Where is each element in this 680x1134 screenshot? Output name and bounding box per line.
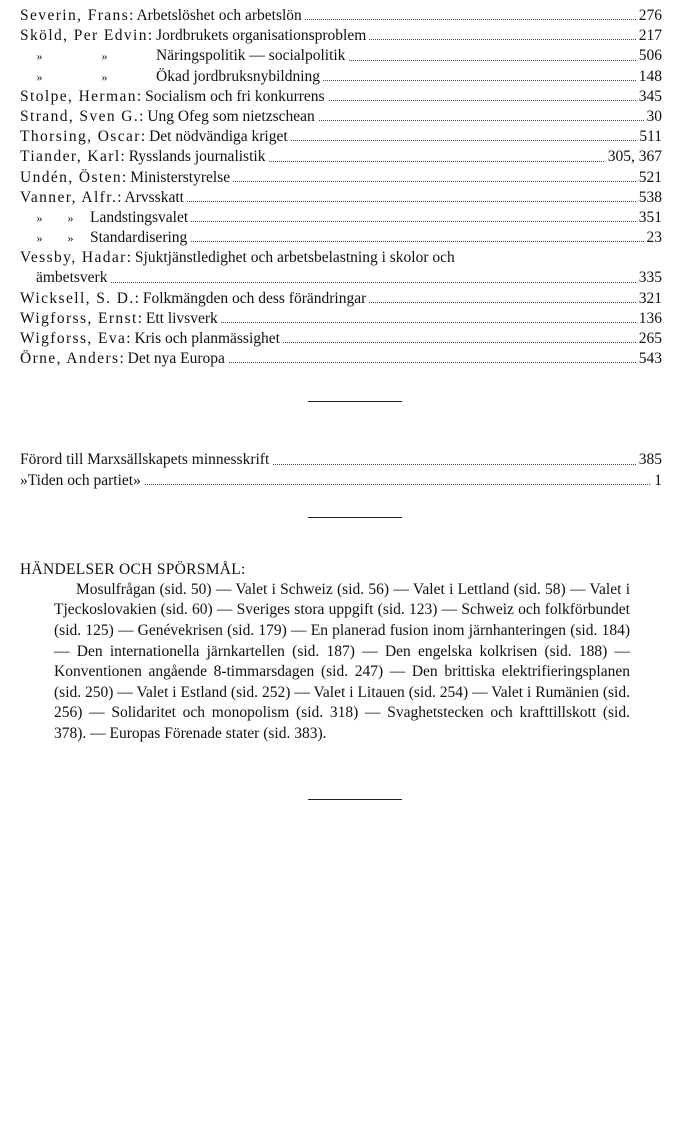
ditto-mark: » bbox=[36, 210, 43, 225]
entry-title: Ung Ofeg som nietzschean bbox=[147, 107, 315, 125]
entry-page: 521 bbox=[636, 168, 662, 188]
entry-title: Ökad jordbruksnybildning bbox=[156, 67, 321, 85]
ditto-mark: » bbox=[101, 49, 108, 64]
entry-author: Tiander, Karl bbox=[20, 148, 121, 166]
entry-page: 506 bbox=[636, 46, 662, 66]
entry-author: Wigforss, Ernst bbox=[20, 309, 138, 327]
ditto-mark: » bbox=[67, 210, 74, 225]
author-index bbox=[20, 6, 662, 369]
index-entry: Vanner, Alfr.: Arvsskatt 538 bbox=[20, 188, 662, 208]
entry-author: Undén, Östen bbox=[20, 168, 123, 186]
entry-page: 335 bbox=[636, 268, 662, 288]
index-entry bbox=[20, 450, 662, 470]
index-entry bbox=[20, 228, 662, 248]
section-paragraph: Mosulfrågan (sid. 50) — Valet i Schweiz (sid. 56) — Valet i Lettland (sid. 58) — Valet i Tjeckoslovakien (sid. 60) — Sveriges stora uppgift (sid. 123) — Schweiz och folkförbundet (sid. 125) — Genévekrisen (sid. 179) — En planerad fusion inom järnhanteringen (sid. 184) — Den internationella järnkartellen (sid. 187) — Den engelska kolkrisen (sid. 188) — Konventionen angående 8-timmarsdagen (sid. 247) — Den brittiska elektrifieringsplanen (sid. 250) — Valet i Estland (sid. 252) — Valet i Litauen (sid. 254) — Valet i Rumänien (sid. 256) — Solidaritet och monopolism (sid. 318) — Svaghetstecken och krafttillskott (sid. 378). — Europas Förenade stater (sid. 383). bbox=[54, 580, 630, 742]
entry-page: 305, 367 bbox=[605, 147, 662, 167]
index-entry bbox=[20, 46, 662, 66]
entry-page: 30 bbox=[644, 107, 663, 127]
entry-page: 136 bbox=[636, 309, 662, 329]
ditto-mark: » bbox=[101, 69, 108, 84]
entry-title: Ministerstyrelse bbox=[130, 168, 231, 186]
ditto-mark: » bbox=[67, 231, 74, 246]
entry-page: 385 bbox=[636, 450, 662, 470]
misc-index bbox=[20, 450, 662, 490]
entry-title: Standardisering bbox=[90, 229, 188, 247]
index-entry: Örne, Anders: Det nya Europa 543 bbox=[20, 349, 662, 369]
index-entry: Wigforss, Ernst: Ett livsverk 136 bbox=[20, 309, 662, 329]
entry-page: 1 bbox=[651, 471, 662, 491]
index-entry-wrapped: Vessby, Hadar: Sjuktjänstledighet och arbetsbelastning i skolor och bbox=[20, 249, 455, 267]
index-entry bbox=[20, 471, 662, 491]
index-entry: Thorsing, Oscar: Det nödvändiga kriget 511 bbox=[20, 127, 662, 147]
entry-title: Kris och planmässighet bbox=[134, 330, 280, 347]
entry-title: Socialism och fri konkurrens bbox=[145, 87, 325, 105]
entry-title: Arvsskatt bbox=[124, 188, 184, 206]
index-entry bbox=[20, 208, 662, 228]
entry-author: Vessby, Hadar bbox=[20, 249, 127, 267]
entry-title: Rysslands journalistik bbox=[128, 148, 266, 166]
index-entry: Strand, Sven G.: Ung Ofeg som nietzschean 30 bbox=[20, 107, 662, 127]
section-divider bbox=[308, 401, 402, 402]
events-section bbox=[20, 560, 662, 745]
entry-page: 217 bbox=[636, 26, 662, 46]
entry-title: »Tiden och partiet» bbox=[20, 471, 141, 489]
entry-title: Ett livsverk bbox=[145, 309, 218, 327]
entry-author: Sköld, Per Edvin bbox=[20, 27, 148, 45]
entry-title: Jordbrukets organisationsproblem bbox=[156, 27, 367, 45]
entry-page: 148 bbox=[636, 67, 662, 87]
entry-author: Vanner, Alfr. bbox=[20, 188, 118, 206]
index-entry: Undén, Östen: Ministerstyrelse 521 bbox=[20, 168, 662, 188]
entry-page: 543 bbox=[636, 349, 662, 369]
entry-page: 351 bbox=[636, 208, 662, 228]
entry-title: Näringspolitik — socialpolitik bbox=[156, 47, 346, 65]
index-entry-continuation bbox=[20, 268, 662, 288]
entry-author: Örne, Anders bbox=[20, 350, 120, 368]
entry-page: 511 bbox=[636, 127, 662, 147]
section-divider bbox=[308, 799, 402, 800]
entry-title: Sjuktjänstledighet och arbetsbelastning i skolor och bbox=[134, 249, 455, 267]
entry-page: 23 bbox=[644, 228, 663, 248]
entry-title: Arbetslöshet och arbetslön bbox=[136, 7, 302, 24]
entry-author: Severin, Frans bbox=[20, 7, 130, 24]
entry-page: 321 bbox=[636, 289, 662, 309]
section-heading: HÄNDELSER OCH SPÖRSMÅL: bbox=[20, 560, 246, 578]
index-entry: Wicksell, S. D.: Folkmängden och dess förändringar 321 bbox=[20, 289, 662, 309]
entry-author: Wicksell, S. D. bbox=[20, 289, 135, 307]
entry-title-continued: ämbetsverk bbox=[36, 269, 108, 287]
entry-page: 538 bbox=[636, 188, 662, 208]
entry-title: Folkmängden och dess förändringar bbox=[142, 289, 367, 307]
index-entry: Severin, Frans: Arbetslöshet och arbetslön 276 bbox=[20, 6, 662, 26]
entry-author: Strand, Sven G. bbox=[20, 107, 140, 125]
entry-author: Stolpe, Herman bbox=[20, 87, 137, 105]
index-entry bbox=[20, 67, 662, 87]
leader-dots bbox=[36, 282, 662, 283]
index-page bbox=[20, 6, 662, 800]
entry-title: Det nödvändiga kriget bbox=[149, 128, 288, 146]
entry-page: 345 bbox=[636, 87, 662, 107]
index-entry: Tiander, Karl: Rysslands journalistik 305, 367 bbox=[20, 147, 662, 167]
ditto-mark: » bbox=[36, 69, 43, 84]
entry-title: Landstingsvalet bbox=[90, 208, 189, 226]
entry-author: Thorsing, Oscar bbox=[20, 128, 141, 146]
ditto-mark: » bbox=[36, 231, 43, 246]
index-entry: Wigforss, Eva: Kris och planmässighet 265 bbox=[20, 329, 662, 349]
entry-page: 276 bbox=[636, 6, 662, 26]
section-divider bbox=[308, 517, 402, 518]
ditto-mark: » bbox=[36, 49, 43, 64]
entry-title: Förord till Marxsällskapets minnesskrift bbox=[20, 451, 270, 469]
entry-title: Det nya Europa bbox=[127, 350, 225, 368]
entry-author: Wigforss, Eva bbox=[20, 330, 127, 347]
index-entry: Sköld, Per Edvin: Jordbrukets organisationsproblem 217 bbox=[20, 26, 662, 46]
entry-page: 265 bbox=[636, 329, 662, 349]
index-entry: Stolpe, Herman: Socialism och fri konkurrens 345 bbox=[20, 87, 662, 107]
